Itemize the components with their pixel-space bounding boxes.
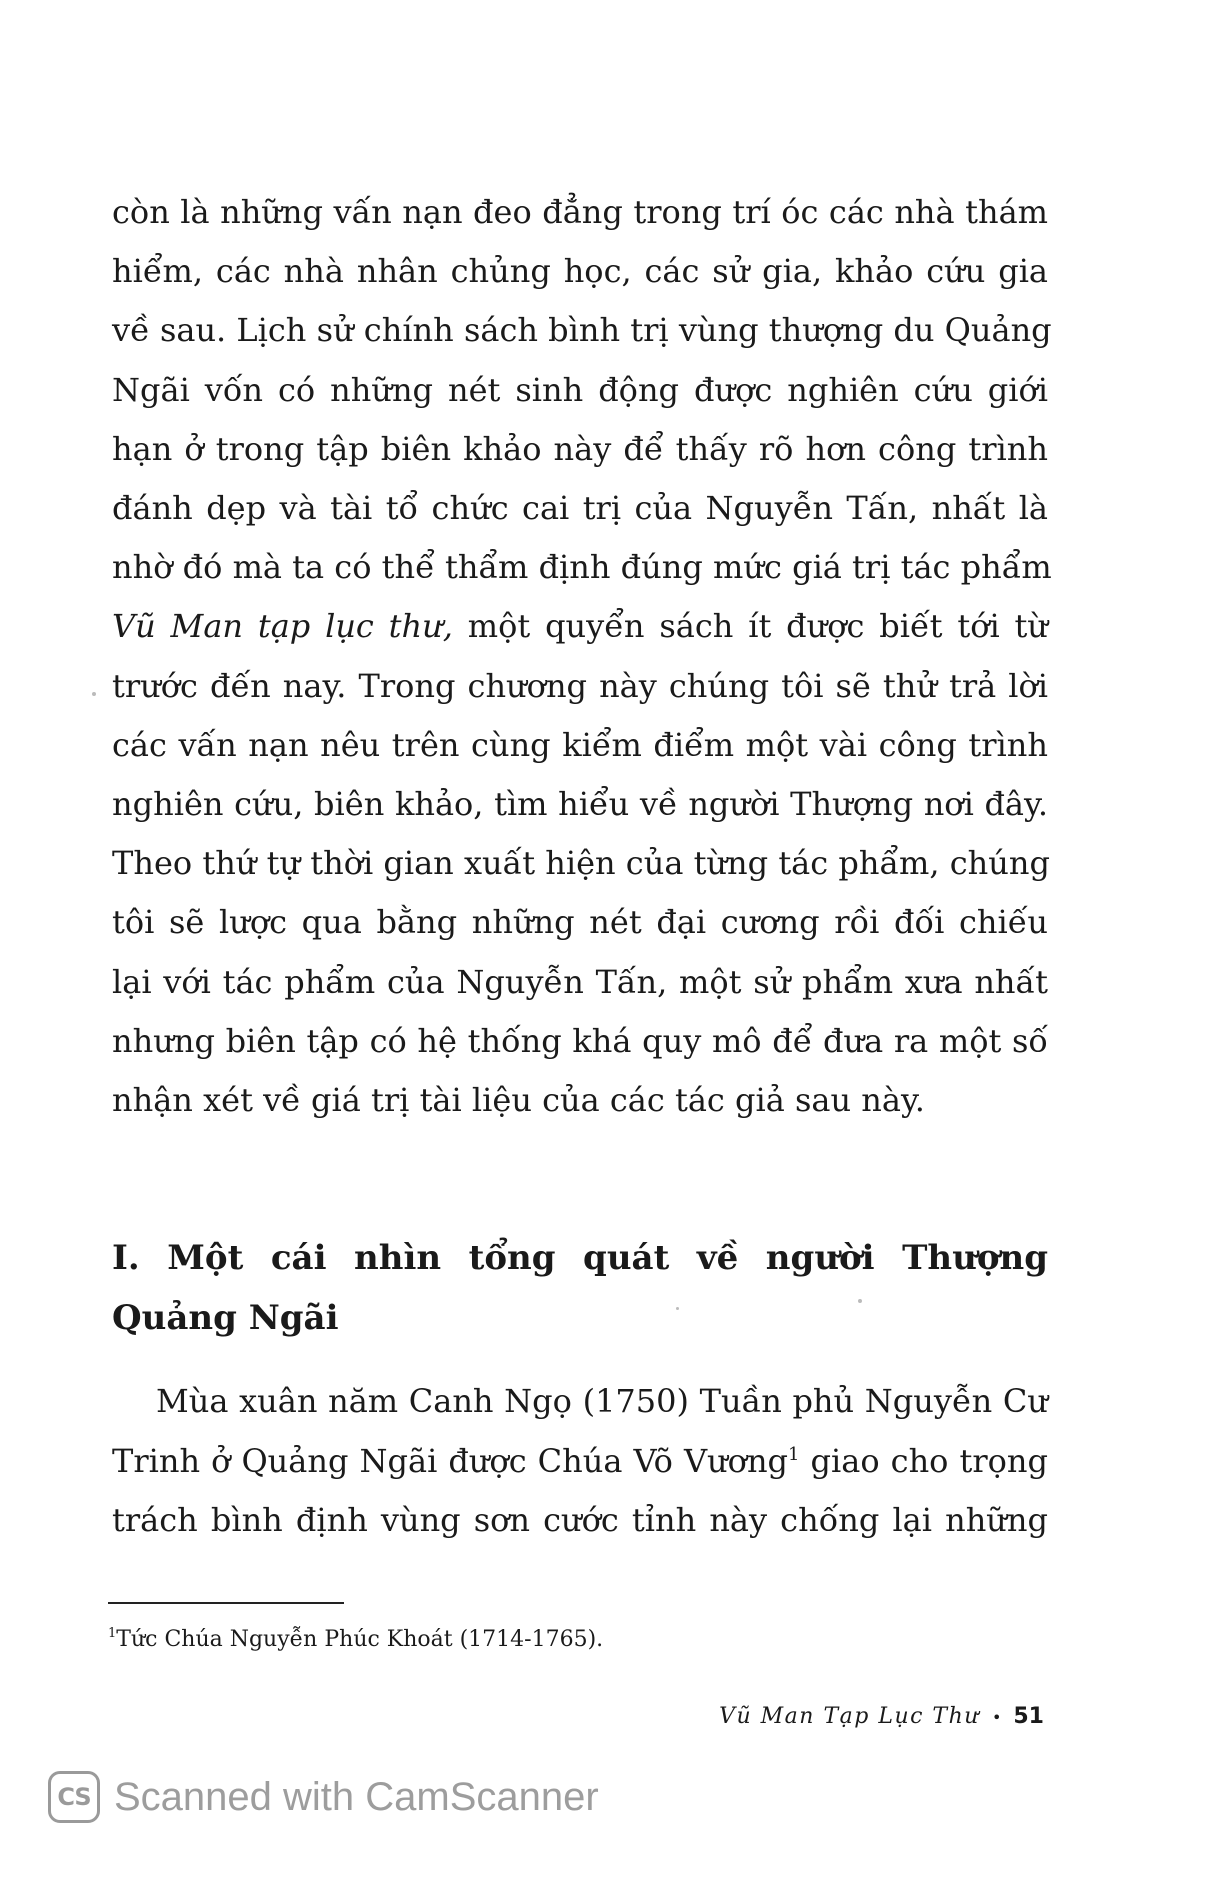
scan-speck xyxy=(92,692,96,696)
paragraph-line: nhờ đó mà ta có thể thẩm định đúng mức giá trị tác phẩm xyxy=(112,548,1052,587)
section-heading-line: Quảng Ngãi xyxy=(112,1298,339,1338)
running-footer-title: Vũ Man Tạp Lục Thư xyxy=(719,1704,980,1729)
footnote-reference[interactable]: 1 xyxy=(788,1443,800,1465)
paragraph-1 xyxy=(112,183,1052,1130)
paragraph-line-text: giao cho trọng xyxy=(799,1441,1049,1480)
paragraph-line: trước đến nay. Trong chương này chúng tôi sẽ thử trả lời xyxy=(112,666,1048,705)
footnote-text: Tức Chúa Nguyễn Phúc Khoát (1714-1765). xyxy=(116,1627,604,1652)
paragraph-line: hạn ở trong tập biên khảo này để thấy rõ hơn công trình xyxy=(112,429,1048,468)
page-number: 51 xyxy=(1013,1704,1044,1729)
paragraph-line-with-footnote-ref xyxy=(112,1432,1048,1492)
paragraph-line: các vấn nạn nêu trên cùng kiểm điểm một vài công trình xyxy=(112,725,1048,764)
camscanner-logo-icon: CS xyxy=(48,1771,100,1823)
scanner-watermark xyxy=(48,1771,599,1823)
paragraph-line: nghiên cứu, biên khảo, tìm hiểu về người Thượng nơi đây. xyxy=(112,785,1048,824)
italic-book-title: Vũ Man tạp lục thư, xyxy=(112,607,453,646)
paragraph-line-rest: một quyển sách ít được biết tới từ xyxy=(452,607,1049,646)
paragraph-line: Theo thứ tự thời gian xuất hiện của từng tác phẩm, chúng xyxy=(112,844,1050,883)
paragraph-line: nhận xét về giá trị tài liệu của các tác giả sau này. xyxy=(112,1081,925,1120)
section-heading xyxy=(112,1228,1048,1348)
section-heading-line: I. Một cái nhìn tổng quát về người Thượng xyxy=(112,1238,1048,1278)
paragraph-line-with-italic-title xyxy=(112,597,1048,656)
paragraph-line-text: Trinh ở Quảng Ngãi được Chúa Võ Vương xyxy=(112,1441,789,1480)
paragraph-line: trách bình định vùng sơn cước tỉnh này chống lại những xyxy=(112,1501,1048,1539)
bullet-icon: • xyxy=(991,1708,1002,1727)
paragraph-line: lại với tác phẩm của Nguyễn Tấn, một sử phẩm xưa nhất xyxy=(112,962,1048,1001)
footnote-marker: 1 xyxy=(108,1626,117,1641)
scan-speck xyxy=(858,1299,862,1303)
paragraph-line: về sau. Lịch sử chính sách bình trị vùng thượng du Quảng xyxy=(112,311,1052,350)
paragraph-line: đánh dẹp và tài tổ chức cai trị của Nguyễn Tấn, nhất là xyxy=(112,489,1048,528)
paragraph-line: Mùa xuân năm Canh Ngọ (1750) Tuần phủ Nguyễn Cư xyxy=(156,1382,1048,1420)
footnote xyxy=(108,1624,603,1656)
scan-speck xyxy=(676,1307,679,1310)
paragraph-line: Ngãi vốn có những nét sinh động được nghiên cứu giới xyxy=(112,370,1048,409)
paragraph-line: nhưng biên tập có hệ thống khá quy mô để đưa ra một số xyxy=(112,1021,1048,1060)
paragraph-line: hiểm, các nhà nhân chủng học, các sử gia, khảo cứu gia xyxy=(112,252,1048,291)
footnote-divider xyxy=(108,1602,344,1604)
watermark-text: Scanned with CamScanner xyxy=(114,1774,599,1819)
paragraph-line: còn là những vấn nạn đeo đẳng trong trí óc các nhà thám xyxy=(112,193,1048,231)
paragraph-line: tôi sẽ lược qua bằng những nét đại cương rồi đối chiếu xyxy=(112,903,1048,942)
running-footer xyxy=(719,1704,1044,1729)
paragraph-2 xyxy=(112,1372,1048,1551)
